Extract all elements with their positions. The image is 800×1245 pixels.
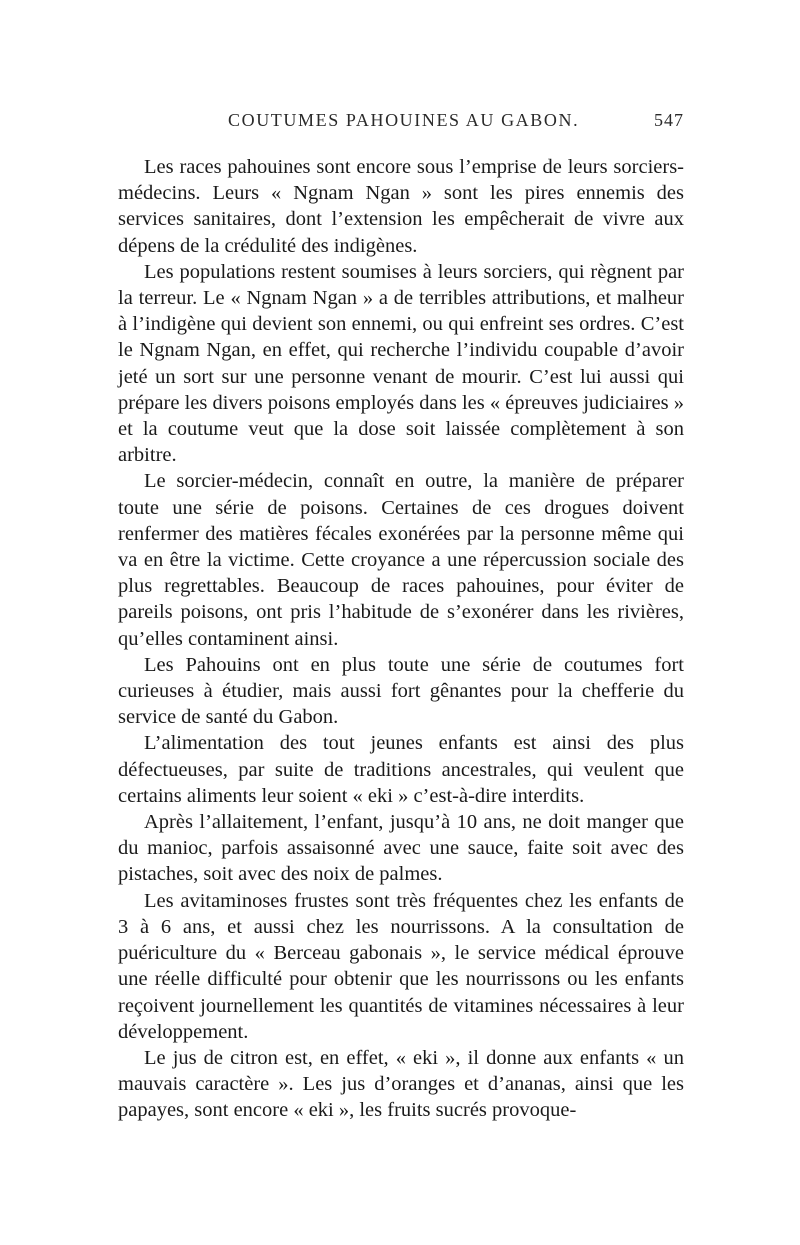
body-text: [118, 154, 684, 1124]
paragraph: Le sorcier-médecin, connaît en outre, la manière de préparer toute une série de poisons. Certaines de ces drogues doivent renfermer des matières fécales exonérées par la personne même qui va en être la victime. Cette croyance a une répercussion sociale des plus regrettables. Beaucoup de races pahouines, pour éviter de pareils poisons, ont pris l’habitude de s’exonérer dans les rivières, qu’elles contaminent ainsi.: [118, 470, 684, 650]
paragraph: Les Pahouins ont en plus toute une série de coutumes fort curieuses à étudier, mais aussi fort gênantes pour la chefferie du service de santé du Gabon.: [118, 653, 684, 729]
paragraph: Les populations restent soumises à leurs sorciers, qui règnent par la terreur. Le « Ngnam Ngan » a de terribles attributions, et malheur à l’indigène qui devient son ennemi, ou qui enfreint ses ordres. C’est le Ngnam Ngan, en effet, qui recherche l’individu coupable d’avoir jeté un sort sur une personne venant de mourir. C’est lui aussi qui prépare les divers poisons employés dans les « épreuves judiciaires » et la coutume veut que la dose soit laissée complètement à son arbitre.: [118, 260, 684, 467]
paragraph: Le jus de citron est, en effet, « eki », il donne aux enfants « un mauvais caractère ». Les jus d’oranges et d’ananas, ainsi que les papayes, sont encore « eki », les fruits sucrés provoque-: [118, 1046, 684, 1122]
page-number: 547: [654, 110, 684, 130]
running-title: COUTUMES PAHOUINES AU GABON.: [228, 110, 580, 130]
paragraph: L’alimentation des tout jeunes enfants est ainsi des plus défectueuses, par suite de traditions ancestrales, qui veulent que certains aliments leur soient « eki » c’est-à-dire interdits.: [118, 732, 684, 807]
paragraph: Les races pahouines sont encore sous l’emprise de leurs sorciers-médecins. Leurs « Ngnam Ngan » sont les pires ennemis des services sanitaires, dont l’extension les empêcherait de vivre aux dépens de la crédulité des indigènes.: [118, 156, 684, 257]
book-page: [118, 110, 684, 1124]
paragraph: Après l’allaitement, l’enfant, jusqu’à 10 ans, ne doit manger que du manioc, parfois assaisonné avec une sauce, faite soit avec des pistaches, soit avec des noix de palmes.: [118, 811, 684, 886]
paragraph: Les avitaminoses frustes sont très fréquentes chez les enfants de 3 à 6 ans, et aussi chez les nourrissons. A la consultation de puériculture du « Berceau gabonais », le service médical éprouve une réelle difficulté pour obtenir que les nourrissons ou les enfants reçoivent journellement les quantités de vitamines nécessaires à leur développement.: [118, 889, 684, 1043]
running-head: [118, 110, 684, 140]
